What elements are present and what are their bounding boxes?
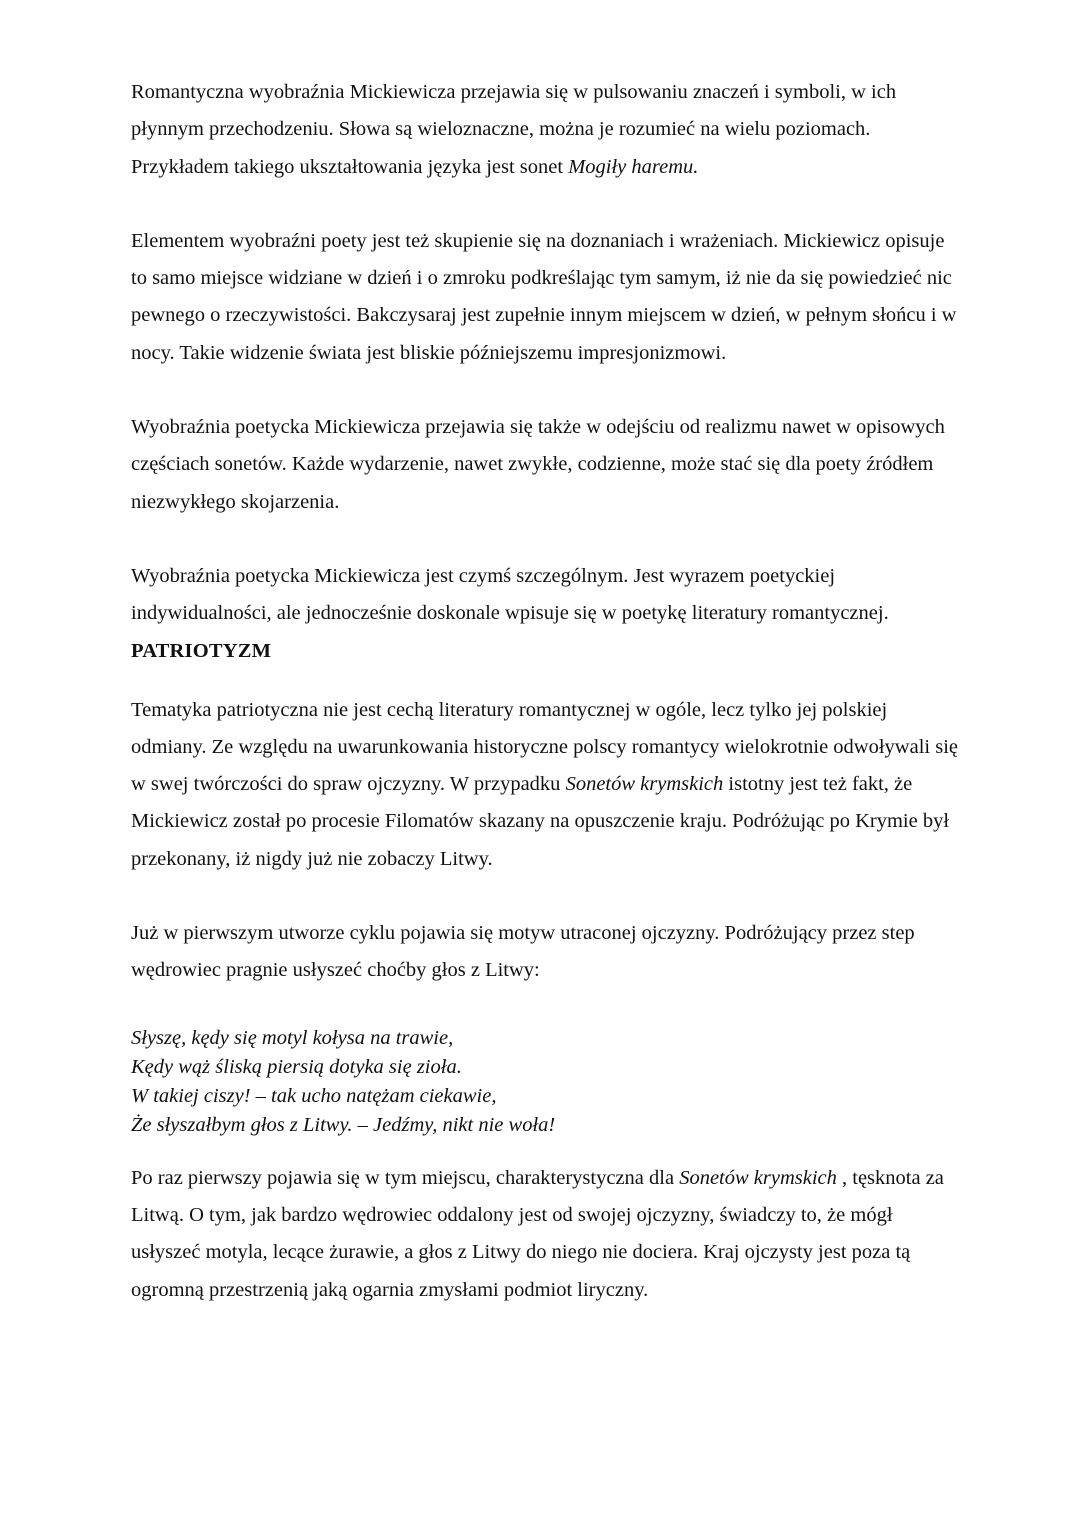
poem-line: Słyszę, kędy się motyl kołysa na trawie, bbox=[131, 1026, 454, 1049]
work-title-italic: Sonetów krymskich bbox=[565, 773, 724, 796]
paragraph-text: , tęsknota za Litwą. O tym, jak bardzo wędrowiec oddalony jest od swojej ojczyzny, świadczy to, że mógł usłyszeć motyla, lecące żurawie, a głos z Litwy do niego nie dociera. Kraj ojczysty jest poza tą ogromną przestrzenią jaką ogarnia zmysłami podmiot liryczny. bbox=[131, 1166, 944, 1301]
paragraph-text: Po raz pierwszy pojawia się w tym miejscu, charakterystyczna dla bbox=[131, 1166, 680, 1189]
paragraph-longing-for-lithuania bbox=[131, 1160, 961, 1309]
document-page bbox=[131, 74, 961, 1309]
paragraph-poetic-individuality: Wyobraźnia poetycka Mickiewicza jest czymś szczególnym. Jest wyrazem poetyckiej indywidualności, ale jednocześnie doskonale wpisuje się w poetykę literatury romantycznej. bbox=[131, 564, 889, 625]
paragraph-lost-homeland: Już w pierwszym utworze cyklu pojawia się motyw utraconej ojczyzny. Podróżujący przez step wędrowiec pragnie usłyszeć choćby głos z Litwy: bbox=[131, 922, 915, 982]
paragraph-text: istotny jest też fakt, że Mickiewicz został po procesie Filomatów skazany na opuszczenie kraju. Podróżując po Krymie był przekonany, iż nigdy już nie zobaczy Litwy. bbox=[131, 773, 950, 870]
work-title-italic: Mogiły haremu. bbox=[568, 155, 699, 178]
poem-line: Że słyszałbym głos z Litwy. – Jedźmy, nikt nie woła! bbox=[131, 1113, 556, 1136]
paragraph-departure-from-realism: Wyobraźnia poetycka Mickiewicza przejawia się także w odejściu od realizmu nawet w opisowych częściach sonetów. Każde wydarzenie, nawet zwykłe, codzienne, może stać się dla poety źródłem niezwykłego skojarzenia. bbox=[131, 416, 945, 513]
paragraph-sensations: Elementem wyobraźni poety jest też skupienie się na doznaniach i wrażeniach. Mickiewicz opisuje to samo miejsce widziane w dzień i o zmroku podkreślając tym samym, iż nie da się powiedzieć nic pewnego o rzeczywistości. Bakczysaraj jest zupełnie innym miejscem w dzień, w pełnym słońcu i w nocy. Takie widzenie świata jest bliskie późniejszemu impresjonizmowi. bbox=[131, 229, 957, 364]
paragraph-text: Tematyka patriotyczna nie jest cechą literatury romantycznej w ogóle, lecz tylko jej polskiej odmiany. Ze względu na uwarunkowania historyczne polscy romantycy wielokrotnie odwoływali się w swej twórczości do spraw ojczyzny. W przypadku bbox=[131, 698, 958, 796]
work-title-italic: Sonetów krymskich bbox=[679, 1166, 837, 1189]
poem-line: W takiej ciszy! – tak ucho natężam ciekawie, bbox=[131, 1084, 497, 1107]
paragraph-imagination-symbols bbox=[131, 74, 961, 186]
paragraph-text: Romantyczna wyobraźnia Mickiewicza przejawia się w pulsowaniu znaczeń i symboli, w ich płynnym przechodzeniu. Słowa są wieloznaczne, można je rozumieć na wielu poziomach. Przykładem takiego ukształtowania języka jest sonet bbox=[131, 81, 897, 178]
paragraph-patriotic-themes bbox=[131, 692, 961, 878]
poem-quote bbox=[131, 1024, 961, 1140]
section-heading-patriotism: PATRIOTYZM bbox=[131, 639, 272, 662]
poem-line: Kędy wąż śliską piersią dotyka się zioła. bbox=[131, 1055, 462, 1078]
